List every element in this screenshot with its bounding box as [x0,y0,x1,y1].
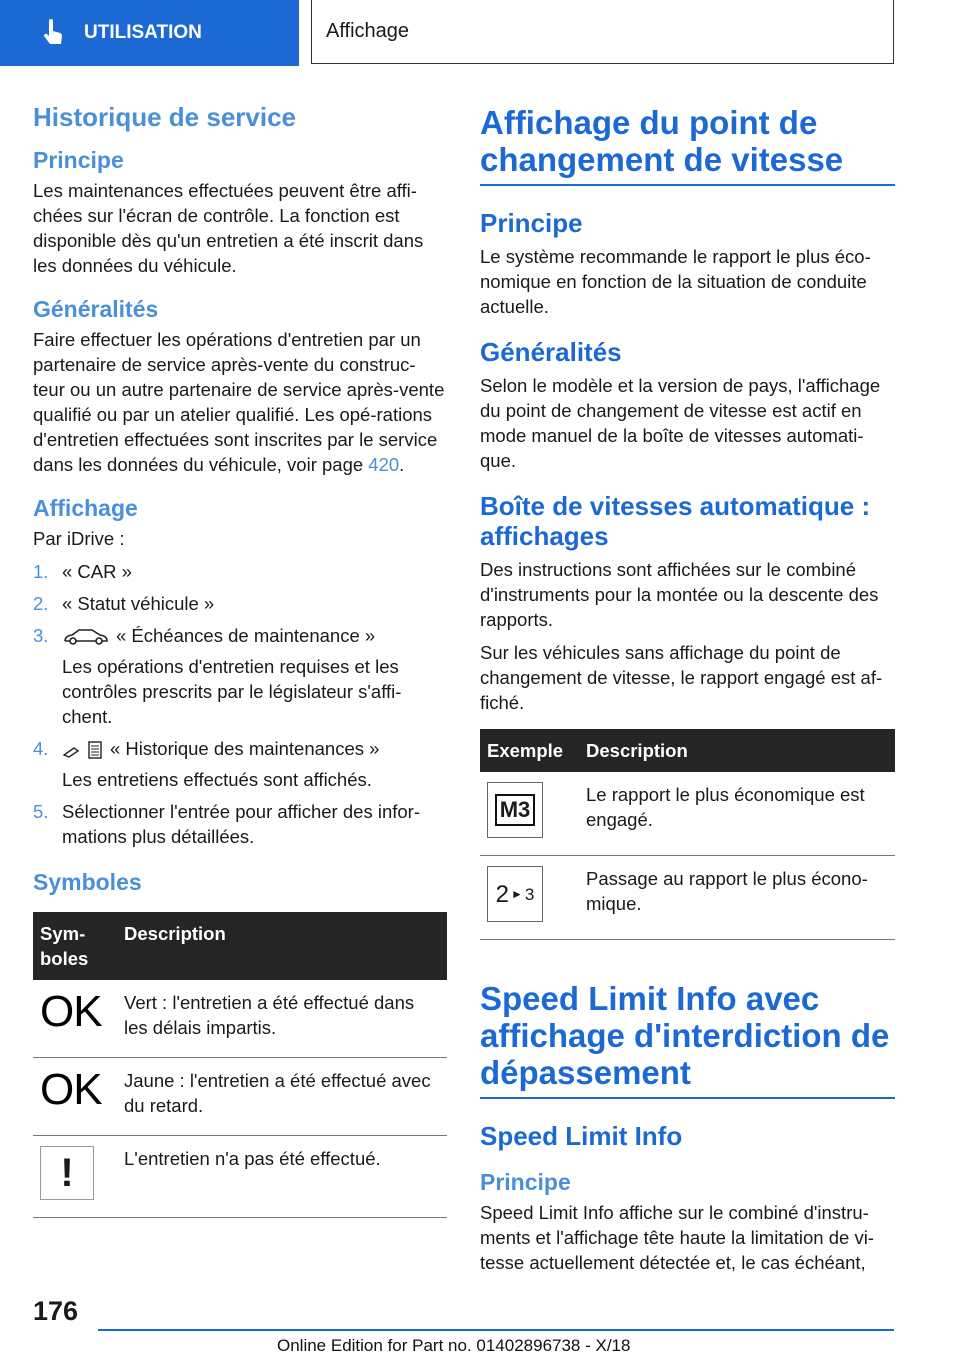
step-text: Sélectionner l'entrée pour afficher des infor-mations plus détaillées. [62,801,420,848]
principe-text-right: Le système recommande le rapport le plus éco-nomique en fonction de la situation de conduite actuelle. [480,246,871,317]
symbol-description: Jaune : l'entretien a été effectué avec du retard. [117,1058,447,1136]
page-link[interactable]: 420 [368,454,400,475]
symbol-description: Vert : l'entretien a été effectué dans les délais impartis. [117,980,447,1058]
gear-example-table [480,729,895,940]
list-item [33,799,447,849]
gear-label: M3 [495,794,536,826]
step-number: 3. [33,625,49,646]
generalites-heading: Généralités [33,296,159,322]
page-word: page [322,454,364,475]
table-header-description: Description [579,729,895,772]
symbol-description: L'entretien n'a pas été effectué. [117,1136,447,1218]
sli-principe-heading: Principe [480,1169,571,1195]
generalites-paragraph [33,327,447,477]
gear-to: 3 [524,884,535,904]
step-number: 4. [33,738,49,759]
gear-from: 2 [495,880,509,908]
affichage-intro: Par iDrive : [33,528,125,549]
section-tab [0,0,299,66]
generalites-heading-right: Généralités [480,337,622,367]
gear-m3-icon [487,782,543,838]
ok-symbol-icon: OK [40,1065,102,1115]
table-row [33,980,447,1058]
list-item [33,623,447,729]
automatic-gearbox-heading: Boîte de vitesses automatique : affichages [480,491,871,551]
generalites-text-right: Selon le modèle et la version de pays, l'affichage du point de changement de vitesse est actif en mode manuel de la boîte de vitesses automati-que. [480,375,881,471]
footer-edition: Online Edition for Part no. 01402896738 - X/18 [277,1336,631,1355]
step-text: « Statut véhicule » [62,593,215,614]
hand-pointer-icon [38,18,68,48]
arrow-right-icon: ► [511,886,523,901]
principe-heading-right: Principe [480,208,583,238]
service-history-icon [62,739,104,761]
step-number: 2. [33,593,49,614]
exclamation-icon: ! [40,1146,94,1200]
table-row [480,772,895,856]
section-label: UTILISATION [84,22,202,43]
symboles-heading: Symboles [33,869,142,896]
list-item [33,736,447,792]
step-number: 5. [33,801,49,823]
gearbox-text-1: Des instructions sont affichées sur le combiné d'instruments pour la montée ou la descente des rapports. [480,559,879,630]
step-text: « CAR » [62,561,132,582]
period: . [399,454,405,475]
table-row [480,856,895,940]
list-item [33,559,447,584]
table-row [33,1136,447,1218]
principe-heading: Principe [33,147,124,173]
table-header-symbols: Sym-boles [33,912,117,980]
page-header [0,0,960,66]
table-header-example: Exemple [480,729,579,772]
page-number: 176 [33,1296,79,1326]
car-icon [62,627,110,647]
step-subtext: Les entretiens effectués sont affichés. [62,769,372,791]
example-description: Passage au rapport le plus écono-mique. [579,856,895,940]
list-item [33,591,447,616]
idrive-steps [33,559,447,849]
chapter-label: Affichage [326,20,410,42]
sli-text: Speed Limit Info affiche sur le combiné d'instru-ments et l'affichage tête haute la limitation de vi-tesse actuellement détectée et, le cas échéant, [480,1202,874,1273]
table-header-description: Description [117,912,447,980]
chapter-tab [311,0,894,64]
step-text: « Historique des maintenances » [110,738,380,759]
service-history-title: Historique de service [33,102,296,132]
step-text: « Échéances de maintenance » [116,625,376,646]
shift-point-title: Affichage du point de changement de vitesse [480,104,895,186]
generalites-text: Faire effectuer les opérations d'entretien par un partenaire de service après-vente du construc-teur ou un autre partenaire de service après-vente qualifié ou par un atelier qualifié. Les opé-rations d'entretien effectuées sont inscrites par le service dans les données du véhicule, voir [33,329,445,475]
example-description: Le rapport le plus économique est engagé. [579,772,895,856]
gearbox-text-2: Sur les véhicules sans affichage du point de changement de vitesse, le rapport engagé est af-fiché. [480,642,883,713]
gear-shift-icon [487,866,543,922]
speed-limit-title: Speed Limit Info avec affichage d'interdiction de dépassement [480,980,895,1099]
symbols-table [33,912,447,1218]
right-column [480,90,895,1283]
principe-text: Les maintenances effectuées peuvent être affi-chées sur l'écran de contrôle. La fonction est disponible dès qu'un entretien a été inscrit dans les données du véhicule. [33,180,424,276]
step-subtext: Les opérations d'entretien requises et les contrôles prescrits par le législateur s'affi-chent. [62,656,402,727]
speed-limit-info-heading: Speed Limit Info [480,1121,683,1151]
table-row [33,1058,447,1136]
footer-divider [98,1329,894,1331]
affichage-heading: Affichage [33,495,138,521]
left-column [33,90,447,1218]
ok-symbol-icon: OK [40,987,102,1037]
step-number: 1. [33,561,49,582]
